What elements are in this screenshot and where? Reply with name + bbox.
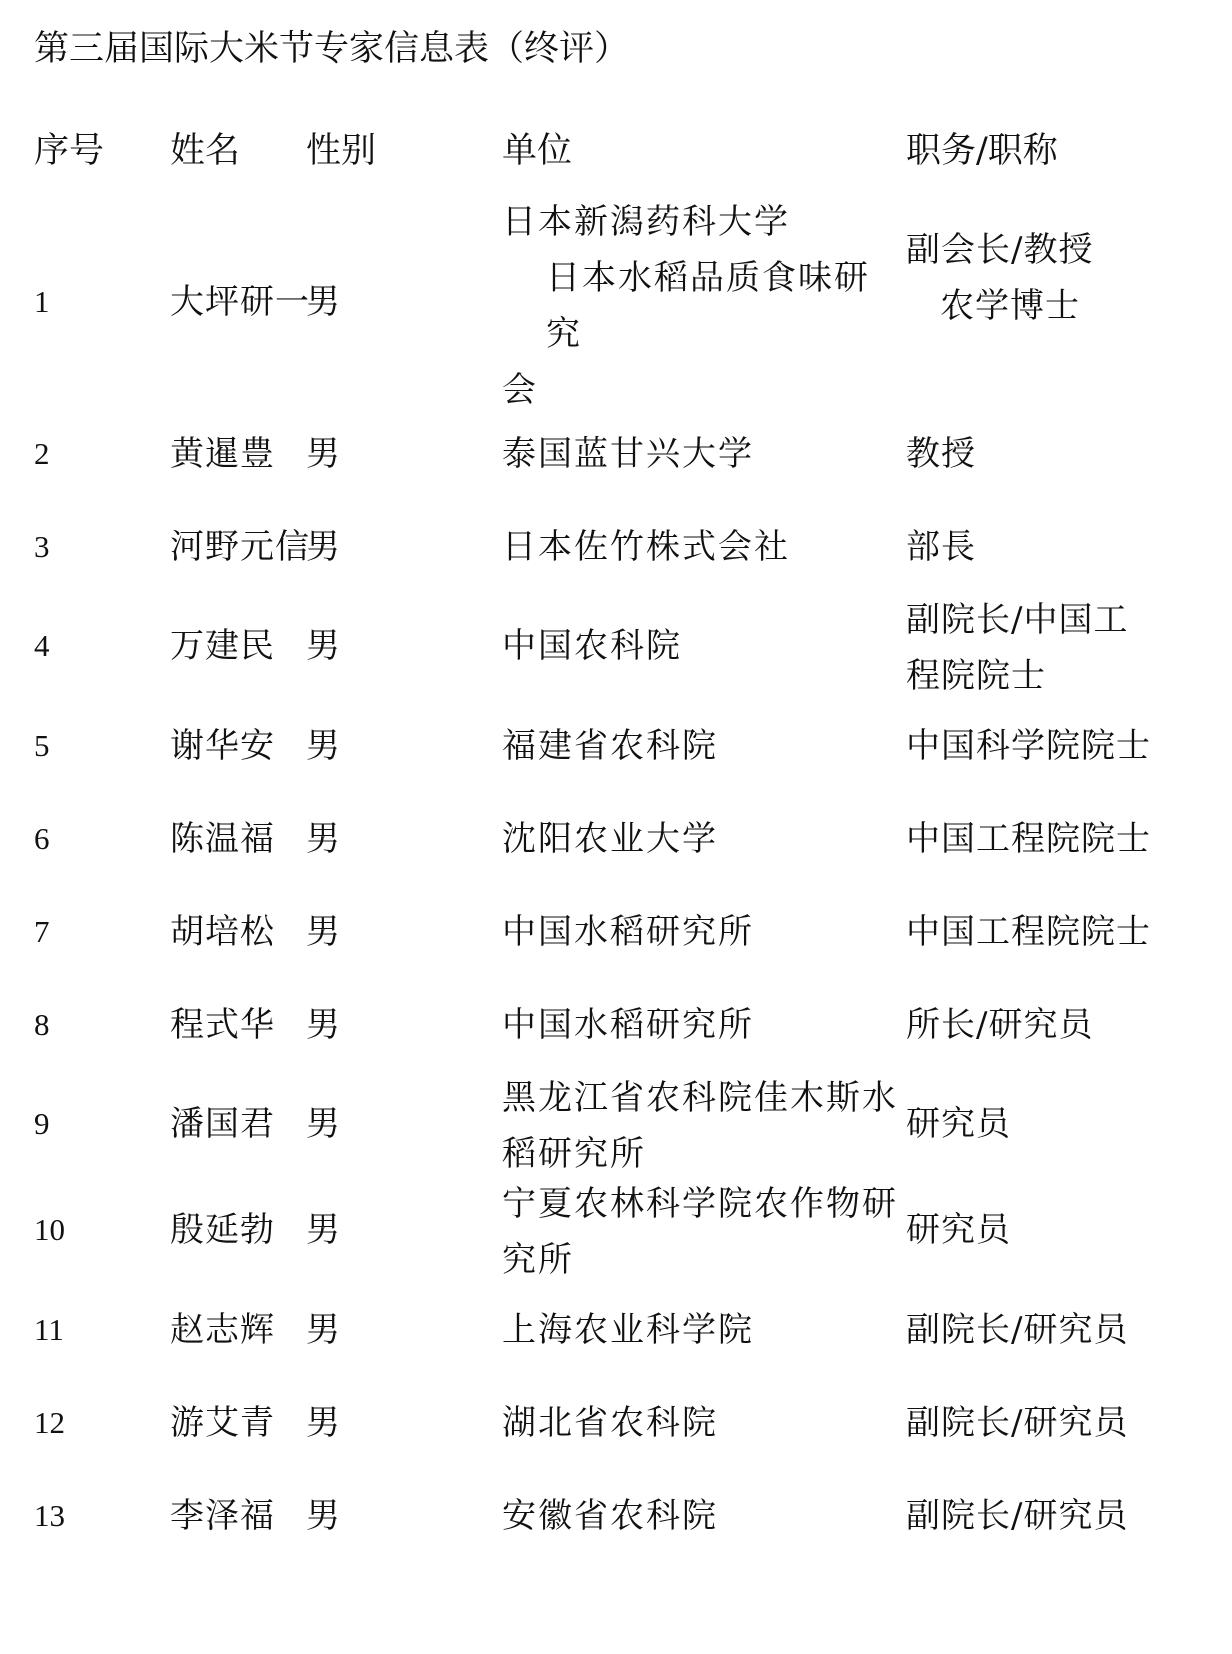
header-title: 职务/职称 (906, 131, 1058, 171)
row-seq: 6 (34, 821, 50, 856)
header-seq: 序号 (34, 131, 105, 171)
row-title-line: 副院长/研究员 (906, 1403, 1129, 1443)
row-seq: 12 (34, 1405, 65, 1440)
row-unit-line: 中国水稻研究所 (502, 1005, 754, 1045)
row-title-line: 中国工程院院士 (906, 819, 1151, 859)
row-title-line: 研究员 (906, 1210, 1011, 1250)
row-gender: 男 (306, 1496, 340, 1536)
row-gender: 男 (306, 1104, 340, 1144)
row-gender: 男 (306, 527, 340, 567)
row-title (906, 904, 1156, 960)
row-title (906, 1488, 1156, 1544)
row-seq: 8 (34, 1007, 50, 1042)
row-title-line: 中国工程院院士 (906, 912, 1151, 952)
row-title-line: 部長 (906, 527, 976, 567)
row-unit (502, 904, 902, 960)
row-name: 陈温福 (170, 819, 275, 859)
row-title (906, 1302, 1156, 1358)
row-unit (502, 1302, 902, 1358)
row-gender: 男 (306, 1403, 340, 1443)
row-gender: 男 (306, 626, 340, 666)
row-name: 李泽福 (170, 1496, 275, 1536)
row-seq: 1 (34, 284, 50, 319)
row-gender: 男 (306, 1310, 340, 1350)
row-seq: 5 (34, 728, 50, 763)
row-name: 万建民 (170, 626, 275, 666)
row-unit-line: 湖北省农科院 (502, 1403, 718, 1443)
row-unit-line: 日本佐竹株式会社 (502, 527, 790, 567)
header-gender: 性别 (306, 131, 377, 171)
row-gender: 男 (306, 819, 340, 859)
row-gender: 男 (306, 434, 340, 474)
row-unit-line: 宁夏农林科学院农作物研 (502, 1184, 898, 1224)
row-seq: 7 (34, 914, 50, 949)
row-unit (502, 194, 902, 418)
row-unit-line: 安徽省农科院 (502, 1496, 718, 1536)
row-title-line: 研究员 (906, 1104, 1011, 1144)
row-gender: 男 (306, 1005, 340, 1045)
row-name: 游艾青 (170, 1403, 275, 1443)
row-unit-line: 福建省农科院 (502, 726, 718, 766)
row-seq: 4 (34, 628, 50, 663)
row-unit-line: 上海农业科学院 (502, 1310, 754, 1350)
row-unit-line: 沈阳农业大学 (502, 819, 718, 859)
row-title (906, 718, 1156, 774)
row-seq: 11 (34, 1312, 64, 1347)
row-title (906, 1395, 1156, 1451)
row-name: 殷延勃 (170, 1210, 275, 1250)
row-unit-line: 究所 (502, 1240, 574, 1280)
header-unit: 单位 (502, 131, 573, 171)
row-title (906, 811, 1156, 867)
row-title (906, 1202, 1156, 1258)
row-unit (502, 811, 902, 867)
row-gender: 男 (306, 912, 340, 952)
row-unit (502, 618, 902, 674)
row-unit-line: 稻研究所 (502, 1134, 646, 1174)
row-unit-line: 泰国蓝甘兴大学 (502, 434, 754, 474)
row-title-line: 程院院士 (906, 656, 1046, 696)
row-title-line: 农学博士 (940, 286, 1080, 326)
row-title-line: 副院长/研究员 (906, 1310, 1129, 1350)
row-unit (502, 519, 902, 575)
row-title (906, 997, 1156, 1053)
row-seq: 3 (34, 529, 50, 564)
header-name: 姓名 (170, 131, 241, 171)
row-name: 潘国君 (170, 1104, 275, 1144)
row-name: 河野元信 (170, 527, 310, 567)
row-unit (502, 718, 902, 774)
row-title-line: 副会长/教授 (906, 230, 1094, 270)
row-unit (502, 1395, 902, 1451)
row-unit (502, 997, 902, 1053)
row-name: 胡培松 (170, 912, 275, 952)
row-name: 大坪研一 (170, 282, 310, 322)
row-gender: 男 (306, 1210, 340, 1250)
page-title: 第三届国际大米节专家信息表（终评） (34, 29, 630, 69)
row-title-line: 教授 (906, 434, 976, 474)
row-title-line: 副院长/中国工 (906, 600, 1129, 640)
row-title-line: 中国科学院院士 (906, 726, 1151, 766)
row-name: 谢华安 (170, 726, 275, 766)
row-title-line: 所长/研究员 (906, 1005, 1094, 1045)
row-name: 赵志辉 (170, 1310, 275, 1350)
row-name: 程式华 (170, 1005, 275, 1045)
row-title (906, 1096, 1156, 1152)
row-unit-line: 会 (502, 370, 538, 410)
row-title (906, 222, 1156, 334)
row-unit (502, 1176, 902, 1288)
row-name: 黄暹豊 (170, 434, 275, 474)
row-title (906, 519, 1156, 575)
row-unit-line: 日本水稻品质食味研究 (546, 258, 870, 354)
row-seq: 9 (34, 1106, 50, 1141)
row-unit-line: 日本新潟药科大学 (502, 202, 790, 242)
row-seq: 13 (34, 1498, 65, 1533)
row-unit (502, 1488, 902, 1544)
row-gender: 男 (306, 726, 340, 766)
row-title (906, 592, 1156, 704)
row-seq: 10 (34, 1212, 65, 1247)
row-unit-line: 黑龙江省农科院佳木斯水 (502, 1078, 898, 1118)
row-unit-line: 中国农科院 (502, 626, 682, 666)
row-gender: 男 (306, 282, 340, 322)
row-unit (502, 1070, 902, 1182)
row-title (906, 426, 1156, 482)
row-unit-line: 中国水稻研究所 (502, 912, 754, 952)
row-title-line: 副院长/研究员 (906, 1496, 1129, 1536)
row-seq: 2 (34, 436, 50, 471)
row-unit (502, 426, 902, 482)
